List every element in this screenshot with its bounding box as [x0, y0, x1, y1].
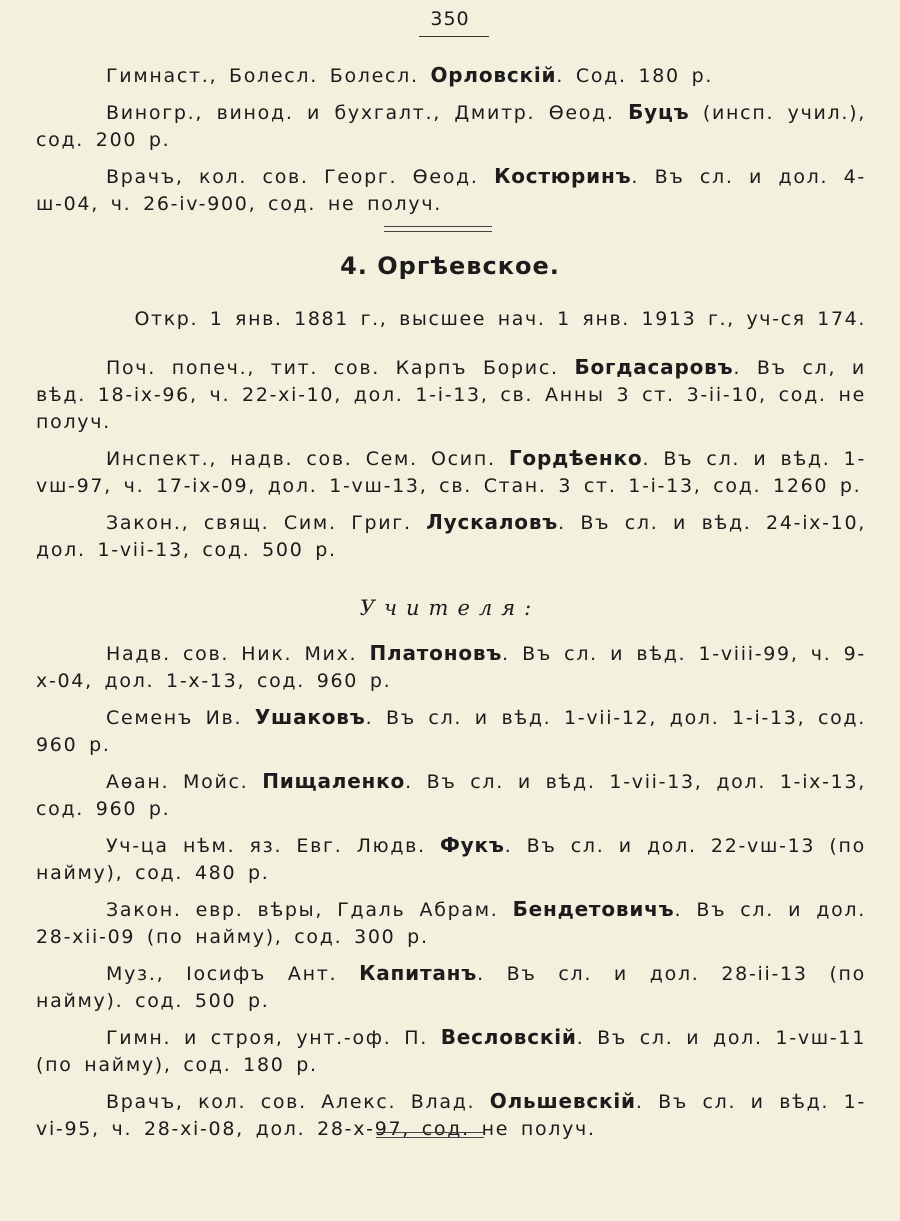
- entry-paragraph: [36, 509, 866, 564]
- surname: Богдасаровъ: [574, 355, 734, 379]
- surname: Весловскій: [440, 1025, 577, 1049]
- page-number: 350: [430, 8, 470, 30]
- entry-text: (инсп. учил.), сод. 200 р.: [36, 102, 866, 151]
- entry-text: . Въ сл. и дол. 1-vш-11 (по найму), сод. 180 р.: [36, 1027, 866, 1076]
- surname: Ольшевскій: [489, 1089, 636, 1113]
- entry-text: . Въ сл. и дол. 28-іі-13 (по найму). сод. 500 р.: [36, 963, 867, 1012]
- entry-text: Закон. евр. вѣры, Гдаль Абрам.: [106, 899, 513, 921]
- surname: Костюринъ: [494, 164, 632, 188]
- page-number-rule: [419, 36, 489, 37]
- surname: Платоновъ: [369, 641, 503, 665]
- surname: Пищаленко: [262, 769, 406, 793]
- entry-paragraph: [36, 960, 866, 1015]
- entry-text: . Въ сл. и вѣд. 24-іх-10, дол. 1-vіі-13, сод. 500 р.: [36, 512, 866, 561]
- entry-paragraph: [36, 354, 866, 436]
- surname: Буцъ: [628, 100, 690, 124]
- entry-text: Гимнаст., Болесл. Болесл.: [106, 65, 431, 87]
- entry-text: Закон., свящ. Сим. Григ.: [106, 512, 427, 534]
- entry-text: . Въ сл. и вѣд. 1-vіі-12, дол. 1-і-13, сод. 960 р.: [36, 707, 866, 756]
- opening-line: Откр. 1 янв. 1881 г., высшее нач. 1 янв. 1913 г., уч-ся 174.: [134, 308, 866, 330]
- entry-text: . Въ сл, и вѣд. 18-іх-96, ч. 22-хі-10, дол. 1-і-13, св. Анны 3 ст. 3-іі-10, сод. не получ.: [36, 357, 866, 433]
- entry-text: Муз., Іосифъ Ант.: [106, 963, 360, 985]
- top-entries: [36, 62, 866, 227]
- entry-paragraph: [36, 832, 866, 887]
- surname: Бендетовичъ: [512, 897, 675, 921]
- end-divider: [376, 1132, 484, 1138]
- entry-paragraph: [36, 768, 866, 823]
- surname: Фукъ: [440, 833, 505, 857]
- entry-paragraph: [36, 163, 866, 218]
- entry-text: Гимн. и строя, унт.-оф. П.: [106, 1027, 441, 1049]
- surname: Гордѣенко: [508, 446, 643, 470]
- surname: Капитанъ: [359, 961, 478, 985]
- entry-text: . Сод. 180 р.: [556, 65, 714, 87]
- entry-text: . Въ сл. и вѣд. 1-vш-97, ч. 17-іх-09, дол. 1-vш-13, св. Стан. 3 ст. 1-і-13, сод. 1260 р.: [36, 448, 867, 497]
- entry-paragraph: [36, 1024, 866, 1079]
- entry-text: Поч. попеч., тит. сов. Карпъ Борис.: [106, 357, 575, 379]
- entry-text: Семенъ Ив.: [106, 707, 255, 729]
- surname: Лускаловъ: [426, 510, 559, 534]
- entry-text: . Въ сл. и дол. 22-vш-13 (по найму), сод. 480 р.: [36, 835, 866, 884]
- section-title: 4. Оргѣевское.: [340, 252, 560, 280]
- entry-text: . Въ сл. и дол. 28-хіі-09 (по найму), сод. 300 р.: [36, 899, 866, 948]
- section-divider: [384, 226, 492, 232]
- teachers-heading: Учителя:: [359, 596, 541, 620]
- entry-paragraph: [36, 640, 866, 695]
- entry-text: Надв. сов. Ник. Мих.: [106, 643, 370, 665]
- teachers-list: [36, 640, 866, 1152]
- entry-paragraph: [36, 445, 866, 500]
- entry-text: . Въ сл. и вѣд. 1-vіі-13, дол. 1-іх-13, сод. 960 р.: [36, 771, 867, 820]
- entry-paragraph: [36, 896, 866, 951]
- entry-text: Уч-ца нѣм. яз. Евг. Людв.: [106, 835, 441, 857]
- entry-text: Аѳан. Мойс.: [106, 771, 263, 793]
- surname: Ушаковъ: [254, 705, 366, 729]
- surname: Орловскій: [430, 63, 557, 87]
- officials-list: [36, 354, 866, 573]
- entry-text: . Въ сл. и вѣд. 1-vі-95, ч. 28-хі-08, дол. 28-х-97, сод. не получ.: [36, 1091, 866, 1140]
- entry-paragraph: [36, 62, 866, 90]
- entry-paragraph: [36, 99, 866, 154]
- entry-text: . Въ сл. и дол. 4-ш-04, ч. 26-іv-900, сод. не получ.: [36, 166, 866, 215]
- entry-text: Врачъ, кол. сов. Алекс. Влад.: [106, 1091, 490, 1113]
- entry-text: . Въ сл. и вѣд. 1-vііі-99, ч. 9-х-04, дол. 1-х-13, сод. 960 р.: [36, 643, 866, 692]
- entry-text: Инспект., надв. сов. Сем. Осип.: [106, 448, 509, 470]
- entry-text: Виногр., винод. и бухгалт., Дмитр. Ѳеод.: [106, 102, 629, 124]
- entry-paragraph: [36, 704, 866, 759]
- entry-text: Врачъ, кол. сов. Георг. Ѳеод.: [106, 166, 495, 188]
